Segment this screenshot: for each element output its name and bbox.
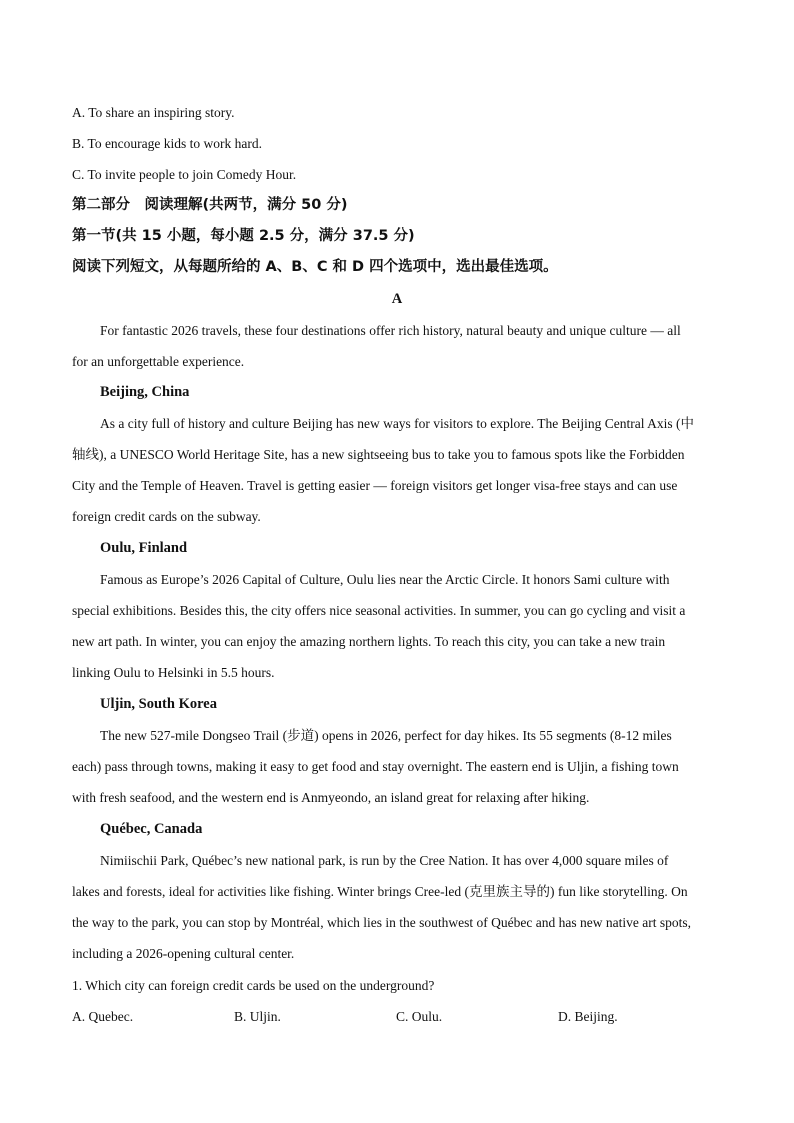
prev-option-b: B. To encourage kids to work hard. (72, 136, 263, 151)
prev-option-c: C. To invite people to join Comedy Hour. (72, 167, 297, 182)
destination-heading-uljin: Uljin, South Korea (100, 696, 217, 712)
answer-option-d[interactable]: D. Beijing. (558, 1009, 618, 1024)
passage-label: A (391, 291, 403, 307)
instruction-text: 阅读下列短文，从每题所给的 A、B、C 和 D 四个选项中，选出最佳选项。 (72, 259, 558, 275)
section-part-heading: 第二部分 阅读理解(共两节，满分 50 分) (72, 197, 348, 213)
subsection-heading: 第一节(共 15 小题，每小题 2.5 分，满分 37.5 分) (72, 228, 415, 244)
intro-line: For fantastic 2026 travels, these four destinations offer rich history, natural beauty and unique culture — all (100, 323, 681, 338)
paragraph-line: As a city full of history and culture Beijing has new ways for visitors to explore. The Beijing Central Axis (中 (100, 416, 695, 431)
destination-heading-oulu: Oulu, Finland (100, 540, 188, 556)
question-options (72, 1001, 722, 1032)
paragraph-line: including a 2026-opening cultural center. (72, 946, 295, 961)
paragraph-line: Nimiischii Park, Québec’s new national park, is run by the Cree Nation. It has over 4,000 square miles of (100, 853, 669, 868)
paragraph-line: foreign credit cards on the subway. (72, 509, 261, 524)
paragraph-line: special exhibitions. Besides this, the city offers nice seasonal activities. In summer, you can go cycling and visit a (72, 603, 686, 618)
paragraph-line: each) pass through towns, making it easy to get food and stay overnight. The eastern end is Uljin, a fishing town (72, 759, 679, 774)
answer-option-a[interactable]: A. Quebec. (72, 1009, 134, 1024)
paragraph-line: Famous as Europe’s 2026 Capital of Culture, Oulu lies near the Arctic Circle. It honors Sami culture with (100, 572, 670, 587)
paragraph-line: 轴线), a UNESCO World Heritage Site, has a new sightseeing bus to take you to famous spots like the Forbidden (72, 447, 685, 462)
paragraph-line: lakes and forests, ideal for activities like fishing. Winter brings Cree-led (克里族主导的) fun like storytelling. On (72, 884, 688, 899)
destination-heading-beijing: Beijing, China (100, 384, 190, 400)
paragraph-line: with fresh seafood, and the western end is Anmyeondo, an island great for relaxing after hiking. (72, 790, 590, 805)
prev-option-a: A. To share an inspiring story. (72, 105, 235, 120)
destination-heading-quebec: Québec, Canada (100, 821, 203, 837)
answer-option-b[interactable]: B. Uljin. (234, 1009, 281, 1024)
paragraph-line: the way to the park, you can stop by Montréal, which lies in the southwest of Québec and has new native art spots, (72, 915, 691, 930)
intro-line: for an unforgettable experience. (72, 354, 245, 369)
paragraph-line: new art path. In winter, you can enjoy the amazing northern lights. To reach this city, you can take a new train (72, 634, 666, 649)
question-stem: 1. Which city can foreign credit cards be used on the underground? (72, 978, 435, 993)
paragraph-line: City and the Temple of Heaven. Travel is getting easier — foreign visitors get longer visa-free stays and can use (72, 478, 678, 493)
paragraph-line: linking Oulu to Helsinki in 5.5 hours. (72, 665, 275, 680)
paragraph-line: The new 527-mile Dongseo Trail (步道) opens in 2026, perfect for day hikes. Its 55 segments (8-12 miles (100, 728, 672, 743)
answer-option-c[interactable]: C. Oulu. (396, 1009, 443, 1024)
